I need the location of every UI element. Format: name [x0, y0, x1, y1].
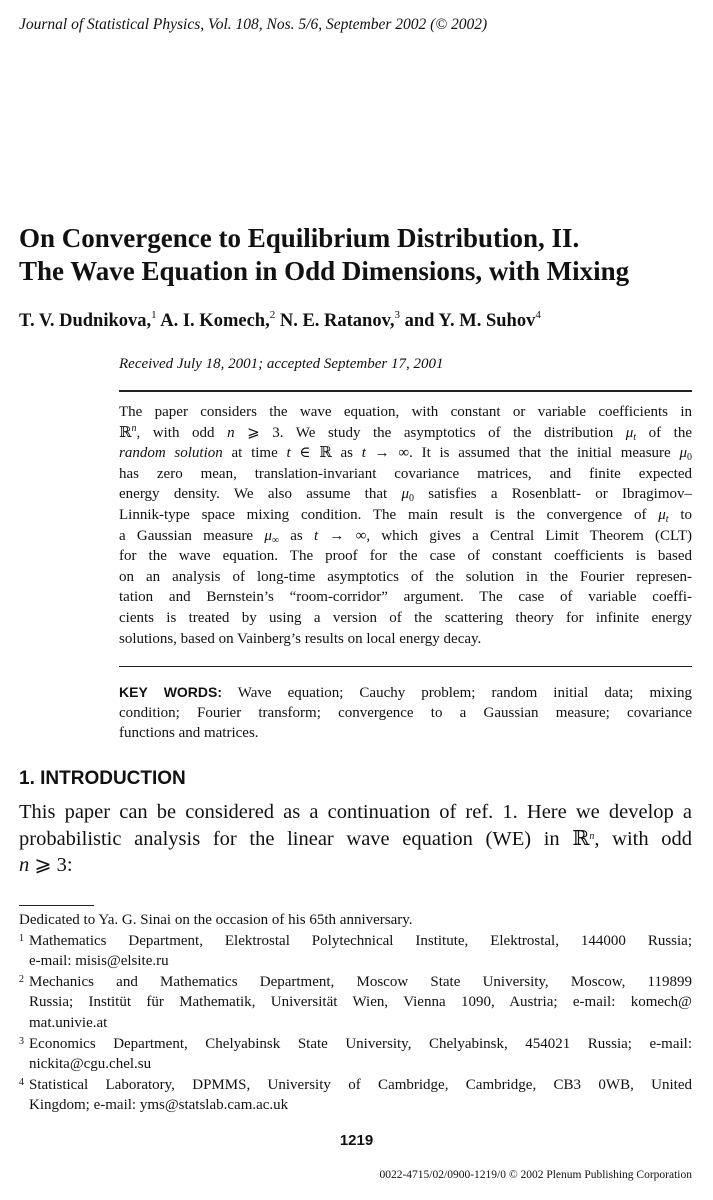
- abstract-line: a Gaussian measure $\mu_\infty$ as t → ∞, which gives a Central Limit Theorem (CLT): [119, 527, 693, 546]
- intro-paragraph: [19, 799, 692, 879]
- footnote-rule: [19, 905, 94, 906]
- footnote-mark: 3: [19, 1035, 24, 1047]
- section-heading: 1. INTRODUCTION: [19, 768, 186, 789]
- email-link[interactable]: nickita@cgu.chel.su: [29, 1056, 152, 1073]
- abstract-line: for the wave equation. The proof for the case of constant coefficients is based: [119, 548, 692, 565]
- author-mark: 4: [535, 309, 541, 321]
- author-mark: 2: [269, 309, 276, 321]
- keywords-label: KEY WORDS:: [119, 684, 223, 700]
- footnote-mark: 1: [19, 932, 24, 944]
- keywords-line: functions and matrices.: [119, 725, 259, 742]
- abstract-line: Linnik-type space mixing condition. The main result is the convergence of $\mu_t$ to: [119, 506, 693, 525]
- abstract-line: random solution at time t ∈ ℝ as t → ∞. It is assumed that the initial measure $\mu_0$: [119, 445, 692, 464]
- abstract-line: ℝ$^n$, with odd n ⩾ 3. We study the asymptotics of the distribution $\mu_t$ of the: [119, 422, 692, 443]
- footnote-3: 3 Economics Department, Chelyabinsk State University, Chelyabinsk, 454021 Russia; e-mail: nickita@cgu.chel.su: [19, 1034, 692, 1075]
- keywords: [119, 682, 692, 744]
- author-name: and Y. M. Suhov: [404, 311, 536, 331]
- abstract-line: solutions, based on Vainberg’s results on local energy decay.: [119, 630, 482, 647]
- footnote-4: 4 Statistical Laboratory, DPMMS, University of Cambridge, Cambridge, CB3 0WB, United Kingdom; e-mail: yms@statslab.cam.ac.uk: [19, 1075, 692, 1116]
- journal-header: Journal of Statistical Physics, Vol. 108, Nos. 5/6, September 2002 (© 2002): [19, 16, 488, 33]
- intro-line: n ⩾ 3:: [19, 854, 73, 876]
- intro-line: probabilistic analysis for the linear wave equation (WE) in ℝ$^n$, with odd: [19, 827, 692, 850]
- abstract-top-rule: [119, 390, 692, 392]
- author-mark: 3: [394, 309, 400, 321]
- title-line-2: The Wave Equation in Odd Dimensions, with Mixing: [19, 256, 630, 286]
- footnote-2: 2 Mechanics and Mathematics Department, Moscow State University, Moscow, 119899 Russia; Institüt für Mathematik, Universität Wien, Vienna 1090, Austria; e-mail: komech@ mat.univie.at: [19, 972, 692, 1034]
- abstract-line: cients is treated by using a version of the scattering theory for infinite energy: [119, 609, 692, 626]
- footnote-mark: 4: [19, 1076, 24, 1088]
- keywords-line: condition; Fourier transform; convergence to a Gaussian measure; covariance: [119, 704, 692, 721]
- copyright-line: 0022-4715/02/0900-1219/0 © 2002 Plenum Publishing Corporation: [379, 1169, 692, 1181]
- abstract-line: tation and Bernstein’s “room-corridor” argument. The case of variable coeffi-: [119, 589, 692, 606]
- email-link[interactable]: e-mail: misis@elsite.ru: [29, 953, 169, 970]
- abstract-bottom-rule: [119, 666, 692, 667]
- abstract-line: on an analysis of long-time asymptotics of the solution in the Fourier represen-: [119, 568, 692, 585]
- abstract-line: has zero mean, translation-invariant covariance matrices, and finite expected: [119, 465, 692, 482]
- author-name: N. E. Ratanov,: [279, 311, 395, 331]
- footnote-mark: 2: [19, 973, 24, 985]
- page-number: 1219: [339, 1132, 374, 1149]
- author-name: A. I. Komech,: [160, 311, 270, 331]
- abstract-line: The paper considers the wave equation, with constant or variable coefficients in: [119, 404, 692, 420]
- paper-title: [19, 222, 699, 288]
- author-list: [19, 311, 541, 332]
- title-line-1: On Convergence to Equilibrium Distribution, II.: [19, 223, 580, 253]
- intro-line: This paper can be considered as a continuation of ref. 1. Here we develop a: [19, 801, 692, 823]
- dedication-note: Dedicated to Ya. G. Sinai on the occasion of his 65th anniversary.: [19, 912, 413, 928]
- keywords-line: KEY WORDS: Wave equation; Cauchy problem; random initial data; mixing: [119, 684, 693, 701]
- author-mark: 1: [151, 309, 157, 321]
- footnote-1: 1 Mathematics Department, Elektrostal Polytechnical Institute, Elektrostal, 144000 Russia; e-mail: misis@elsite.ru: [19, 931, 692, 972]
- author-name: T. V. Dudnikova,: [19, 311, 152, 331]
- received-dates: Received July 18, 2001; accepted September 17, 2001: [119, 356, 444, 372]
- footnotes: [19, 910, 692, 1116]
- abstract: [119, 402, 692, 649]
- abstract-line: energy density. We also assume that $\mu_0$ satisfies a Rosenblatt- or Ibragimov–: [119, 486, 692, 505]
